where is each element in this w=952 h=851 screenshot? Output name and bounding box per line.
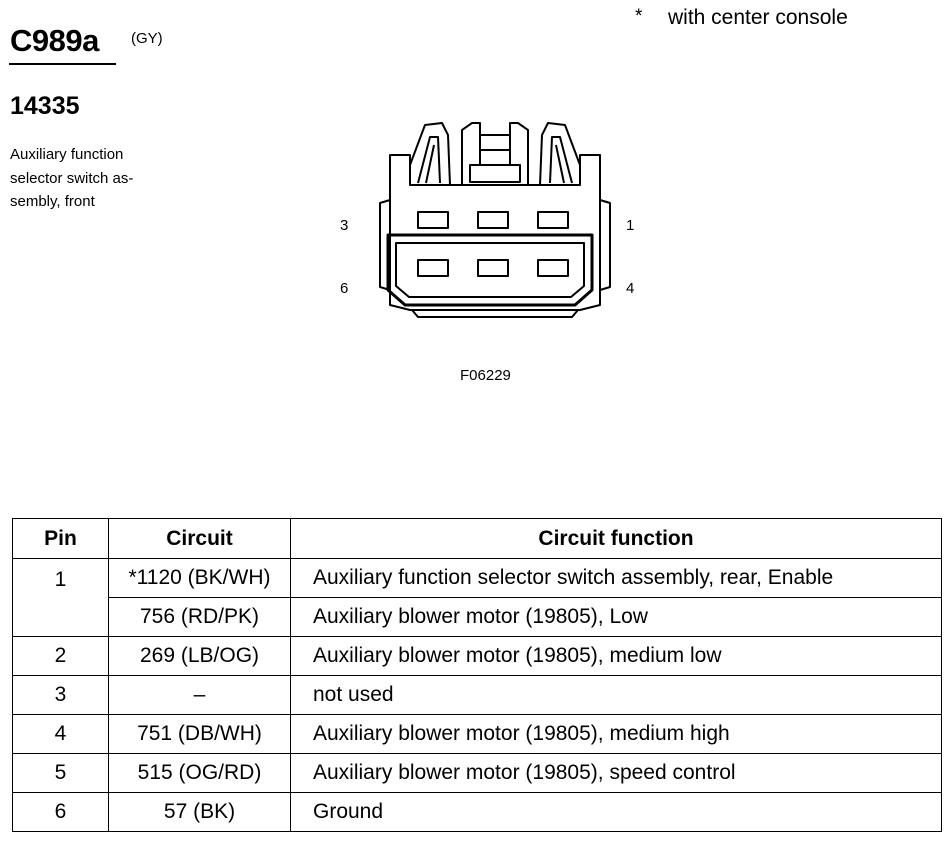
figure-code: F06229 <box>460 367 511 384</box>
function-cell: Auxiliary blower motor (19805), speed control <box>291 754 942 793</box>
circuit-cell: 756 (RD/PK) <box>109 598 291 637</box>
function-cell: Auxiliary blower motor (19805), medium low <box>291 637 942 676</box>
circuit-cell: *1120 (BK/WH) <box>109 559 291 598</box>
cavity-5 <box>478 260 508 276</box>
part-number: 14335 <box>10 92 80 120</box>
table-header-row <box>13 519 942 559</box>
pin-label-top-right: 1 <box>626 217 635 234</box>
pin-label-bottom-right: 4 <box>626 280 635 297</box>
header-pin: Pin <box>13 519 109 559</box>
connector-color: (GY) <box>131 30 163 47</box>
table-row <box>13 715 942 754</box>
table-row <box>13 598 942 637</box>
circuit-cell: – <box>109 676 291 715</box>
pin-label-top-left: 3 <box>340 217 349 234</box>
connector-bottom-lip <box>412 310 578 317</box>
center-lock <box>462 123 528 185</box>
header-circuit-function: Circuit function <box>291 519 942 559</box>
legend-symbol: * <box>635 6 643 27</box>
pin-cell: 4 <box>13 715 109 754</box>
function-cell: Ground <box>291 793 942 832</box>
pin-table <box>12 518 942 832</box>
connector-body <box>390 155 600 310</box>
circuit-cell: 751 (DB/WH) <box>109 715 291 754</box>
pin-cell: 3 <box>13 676 109 715</box>
table-row <box>13 637 942 676</box>
cavity-6 <box>418 260 448 276</box>
circuit-cell: 269 (LB/OG) <box>109 637 291 676</box>
header-circuit: Circuit <box>109 519 291 559</box>
legend-text: with center console <box>668 6 848 29</box>
connector-id-underline <box>9 63 116 65</box>
cavity-3 <box>418 212 448 228</box>
pin-cell: 2 <box>13 637 109 676</box>
function-cell: not used <box>291 676 942 715</box>
cavity-1 <box>538 212 568 228</box>
connector-id: C989a <box>10 23 99 58</box>
connector-face-diagram <box>330 115 660 325</box>
pin-cell: 6 <box>13 793 109 832</box>
function-cell: Auxiliary function selector switch assembly, rear, Enable <box>291 559 942 598</box>
pin-cell: 1 <box>13 559 109 637</box>
circuit-cell: 57 (BK) <box>109 793 291 832</box>
circuit-cell: 515 (OG/RD) <box>109 754 291 793</box>
pin-label-bottom-left: 6 <box>340 280 349 297</box>
connector-right-ear <box>600 200 610 290</box>
component-description: Auxiliary function selector switch as-sembly, front <box>10 146 134 210</box>
latch-left <box>410 123 450 185</box>
latch-right <box>540 123 580 185</box>
cavity-4 <box>538 260 568 276</box>
pin-cell: 5 <box>13 754 109 793</box>
table-row <box>13 754 942 793</box>
table-row <box>13 793 942 832</box>
function-cell: Auxiliary blower motor (19805), Low <box>291 598 942 637</box>
cavity-2 <box>478 212 508 228</box>
table-row <box>13 676 942 715</box>
function-cell: Auxiliary blower motor (19805), medium high <box>291 715 942 754</box>
table-row <box>13 559 942 598</box>
